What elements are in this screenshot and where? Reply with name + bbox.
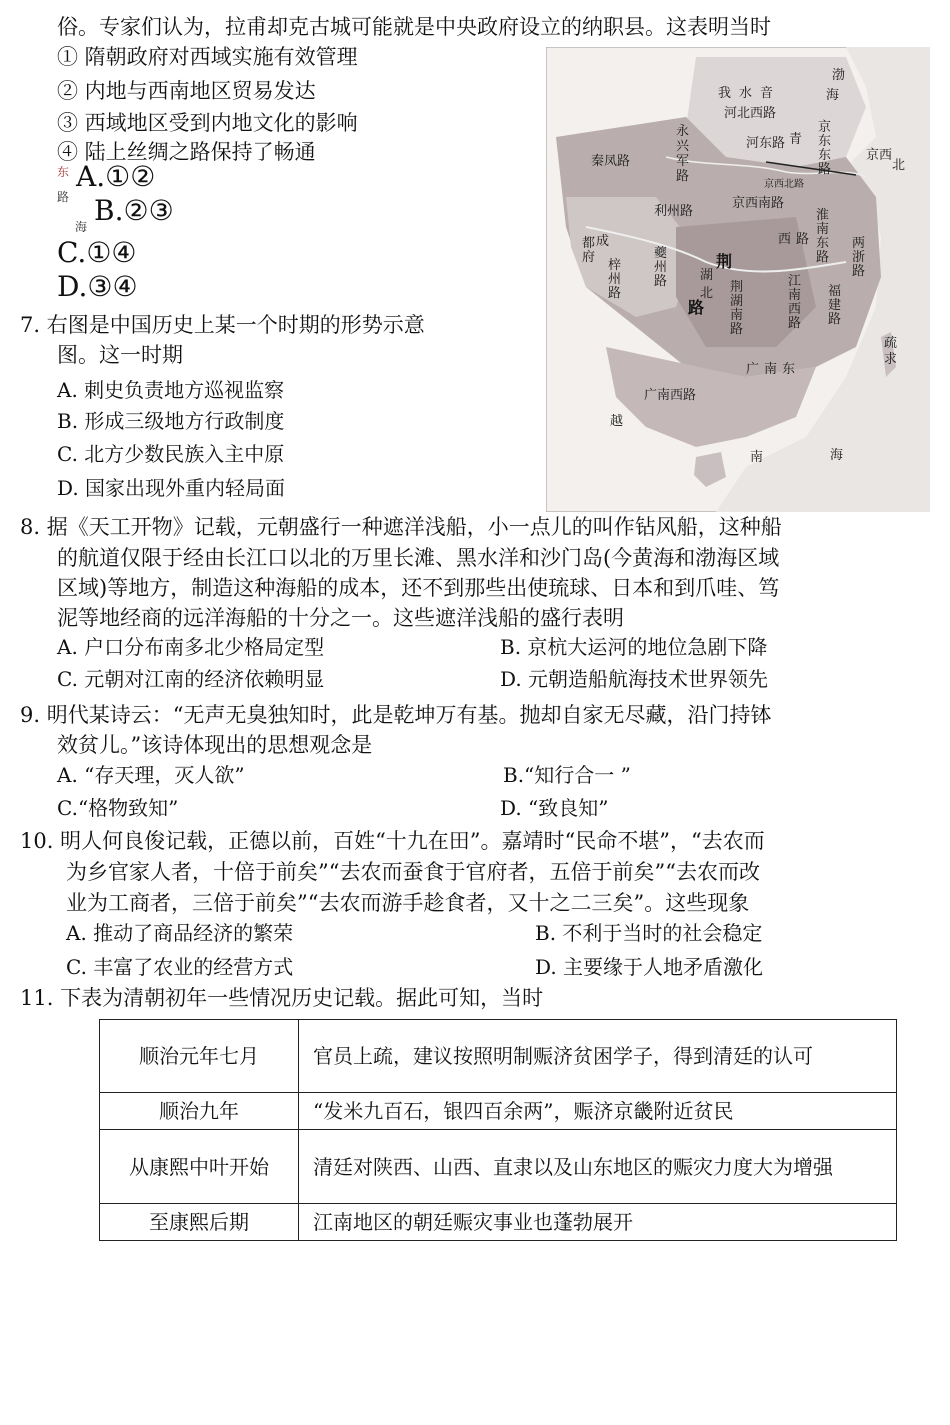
q10-stem-cont: 业为工商者，三倍于前矣”“去农而游手趁食者，又十之二三矣”。这些现象 bbox=[66, 891, 750, 915]
svg-text:越: 越 bbox=[610, 414, 624, 429]
q10-option-b[interactable]: B. 不利于当时的社会稳定 bbox=[535, 921, 763, 945]
q7-option-a[interactable]: A. 刺史负责地方巡视监察 bbox=[57, 378, 285, 402]
q6-option-a[interactable]: A.①② bbox=[76, 160, 156, 193]
q6-option-b[interactable]: B.②③ bbox=[94, 194, 174, 227]
q11-stem: 11. 下表为清朝初年一些情况历史记载。据此可知，当时 bbox=[20, 986, 544, 1010]
q7-option-b[interactable]: B. 形成三级地方行政制度 bbox=[57, 409, 285, 433]
svg-text:水: 水 bbox=[739, 86, 753, 101]
q10-option-c[interactable]: C. 丰富了农业的经营方式 bbox=[66, 955, 294, 979]
svg-text:路: 路 bbox=[818, 162, 832, 177]
svg-text:我: 我 bbox=[718, 86, 732, 101]
svg-text:东: 东 bbox=[818, 134, 832, 149]
q10-stem-cont: 为乡官家人者，十倍于前矣”“去农而蚕食于官府者，五倍于前矣”“去农而改 bbox=[66, 860, 760, 884]
table-cell-event: 清廷对陕西、山西、直隶以及山东地区的赈灾力度大为增强 bbox=[299, 1130, 897, 1204]
svg-text:南: 南 bbox=[816, 222, 830, 237]
svg-text:西: 西 bbox=[788, 302, 802, 317]
svg-text:路: 路 bbox=[676, 169, 690, 184]
svg-text:路: 路 bbox=[608, 286, 622, 301]
svg-text:湖: 湖 bbox=[700, 268, 714, 283]
svg-text:渤: 渤 bbox=[832, 68, 846, 83]
q8-option-c[interactable]: C. 元朝对江南的经济依赖明显 bbox=[57, 667, 325, 691]
q7-option-d[interactable]: D. 国家出现外重内轻局面 bbox=[57, 476, 286, 500]
svg-text:南: 南 bbox=[750, 450, 764, 465]
q8-option-b[interactable]: B. 京杭大运河的地位急剧下降 bbox=[500, 635, 768, 659]
q9-option-b[interactable]: B.“知行合一 ” bbox=[503, 763, 631, 787]
svg-text:路: 路 bbox=[796, 232, 810, 247]
svg-text:南: 南 bbox=[788, 288, 802, 303]
svg-text:浙: 浙 bbox=[852, 250, 866, 265]
svg-text:两: 两 bbox=[852, 236, 866, 251]
q8-stem-cont: 泥等地经商的远洋海船的十分之一。这些遮洋浅船的盛行表明 bbox=[57, 606, 624, 630]
svg-text:南: 南 bbox=[730, 308, 744, 323]
svg-text:路: 路 bbox=[828, 312, 842, 327]
svg-text:路: 路 bbox=[788, 316, 802, 331]
q7-option-c[interactable]: C. 北方少数民族入主中原 bbox=[57, 442, 285, 466]
svg-text:西: 西 bbox=[778, 232, 792, 247]
svg-text:兴: 兴 bbox=[676, 139, 690, 154]
svg-text:广南西路: 广南西路 bbox=[644, 388, 697, 403]
stray-char: 路 bbox=[57, 190, 70, 204]
svg-text:海: 海 bbox=[830, 448, 844, 463]
svg-text:淮: 淮 bbox=[816, 208, 830, 223]
svg-text:军: 军 bbox=[676, 154, 690, 169]
svg-text:建: 建 bbox=[828, 298, 842, 313]
svg-text:东: 东 bbox=[818, 148, 832, 163]
svg-text:湖: 湖 bbox=[730, 294, 744, 309]
svg-text:东: 东 bbox=[816, 236, 830, 251]
svg-text:路: 路 bbox=[688, 298, 705, 317]
q7-stem-cont: 图。这一时期 bbox=[57, 343, 183, 367]
svg-text:京: 京 bbox=[818, 120, 832, 135]
table-row bbox=[100, 1093, 897, 1130]
q8-stem-cont: 区域)等地方，制造这种海船的成本，还不到那些出使琉球、日本和到爪哇、笃 bbox=[57, 576, 780, 600]
q9-stem: 9. 明代某诗云：“无声无臭独知时，此是乾坤万有基。抛却自家无尽藏，沿门持钵 bbox=[20, 703, 772, 727]
q6-item-2: ② 内地与西南地区贸易发达 bbox=[57, 79, 316, 103]
svg-text:州: 州 bbox=[608, 272, 622, 287]
table-cell-time: 顺治元年七月 bbox=[100, 1020, 299, 1093]
svg-text:河东路: 河东路 bbox=[746, 136, 786, 151]
svg-text:音: 音 bbox=[760, 86, 774, 101]
table-cell-time: 至康熙后期 bbox=[100, 1204, 299, 1241]
svg-text:路: 路 bbox=[730, 322, 744, 337]
q11-table bbox=[99, 1019, 897, 1241]
q6-item-4: ④ 陆上丝绸之路保持了畅通 bbox=[57, 140, 316, 164]
svg-text:河北西路: 河北西路 bbox=[724, 106, 777, 121]
q8-stem-cont: 的航道仅限于经由长江口以北的万里长滩、黑水洋和沙门岛(今黄海和渤海区域 bbox=[57, 546, 780, 570]
svg-text:路: 路 bbox=[654, 274, 668, 289]
q6-item-1: ① 隋朝政府对西域实施有效管理 bbox=[57, 45, 358, 69]
table-cell-time: 顺治九年 bbox=[100, 1093, 299, 1130]
intro-line: 俗。专家们认为，拉甫却克古城可能就是中央政府设立的纳职县。这表明当时 bbox=[57, 15, 771, 39]
svg-text:广: 广 bbox=[746, 362, 760, 377]
svg-text:北: 北 bbox=[700, 286, 714, 301]
song-dynasty-map bbox=[546, 47, 930, 512]
table-row bbox=[100, 1204, 897, 1241]
q10-stem: 10. 明人何良俊记载，正德以前，百姓“十九在田”。嘉靖时“民命不堪”，“去农而 bbox=[20, 829, 765, 853]
q9-option-c[interactable]: C.“格物致知” bbox=[57, 796, 179, 820]
svg-text:府: 府 bbox=[582, 250, 596, 265]
q6-option-d[interactable]: D.③④ bbox=[57, 270, 138, 303]
q9-stem-cont: 效贫儿。”该诗体现出的思想观念是 bbox=[57, 733, 373, 757]
table-cell-event: “发米九百石，银四百余两”，赈济京畿附近贫民 bbox=[299, 1093, 897, 1130]
q6-option-c[interactable]: C.①④ bbox=[57, 236, 137, 269]
svg-text:夔: 夔 bbox=[654, 246, 668, 261]
svg-text:成: 成 bbox=[596, 234, 610, 249]
table-row bbox=[100, 1020, 897, 1093]
svg-text:都: 都 bbox=[582, 236, 596, 251]
svg-text:福: 福 bbox=[828, 284, 842, 299]
svg-text:荆: 荆 bbox=[716, 252, 733, 271]
svg-text:海: 海 bbox=[826, 88, 840, 103]
table-cell-time: 从康熙中叶开始 bbox=[100, 1130, 299, 1204]
svg-text:京西北路: 京西北路 bbox=[764, 179, 804, 190]
svg-text:州: 州 bbox=[654, 260, 668, 275]
q10-option-d[interactable]: D. 主要缘于人地矛盾激化 bbox=[535, 955, 764, 979]
svg-text:永: 永 bbox=[676, 124, 690, 139]
q8-option-d[interactable]: D. 元朝造船航海技术世界领先 bbox=[500, 667, 769, 691]
table-cell-event: 江南地区的朝廷赈灾事业也蓬勃展开 bbox=[299, 1204, 897, 1241]
svg-text:求: 求 bbox=[884, 352, 898, 367]
q8-option-a[interactable]: A. 户口分布南多北少格局定型 bbox=[57, 635, 325, 659]
svg-text:利州路: 利州路 bbox=[654, 204, 694, 219]
svg-text:京西南路: 京西南路 bbox=[732, 196, 785, 211]
svg-text:路: 路 bbox=[816, 250, 830, 265]
svg-text:南: 南 bbox=[764, 362, 778, 377]
svg-text:秦凤路: 秦凤路 bbox=[591, 154, 631, 169]
table-row bbox=[100, 1130, 897, 1204]
svg-text:路: 路 bbox=[852, 264, 866, 279]
q6-item-3: ③ 西域地区受到内地文化的影响 bbox=[57, 111, 358, 135]
svg-text:京西: 京西 bbox=[866, 148, 893, 163]
svg-text:疏: 疏 bbox=[884, 336, 898, 351]
q10-option-a[interactable]: A. 推动了商品经济的繁荣 bbox=[66, 921, 294, 945]
svg-text:梓: 梓 bbox=[608, 258, 622, 273]
svg-text:荆: 荆 bbox=[730, 280, 744, 295]
svg-text:东: 东 bbox=[782, 362, 796, 377]
q9-option-d[interactable]: D. “致良知” bbox=[500, 796, 609, 820]
q9-option-a[interactable]: A. “存天理，灭人欲” bbox=[57, 763, 245, 787]
q8-stem: 8. 据《天工开物》记载，元朝盛行一种遮洋浅船，小一点儿的叫作钻风船，这种船 bbox=[20, 515, 782, 539]
svg-text:北: 北 bbox=[892, 158, 906, 173]
stray-char: 海 bbox=[75, 220, 88, 234]
q7-stem: 7. 右图是中国历史上某一个时期的形势示意 bbox=[20, 313, 425, 337]
svg-text:江: 江 bbox=[788, 274, 802, 289]
svg-text:青: 青 bbox=[789, 132, 803, 147]
table-cell-event: 官员上疏，建议按照明制赈济贫困学子，得到清廷的认可 bbox=[299, 1020, 897, 1093]
stray-char: 东 bbox=[57, 165, 70, 179]
